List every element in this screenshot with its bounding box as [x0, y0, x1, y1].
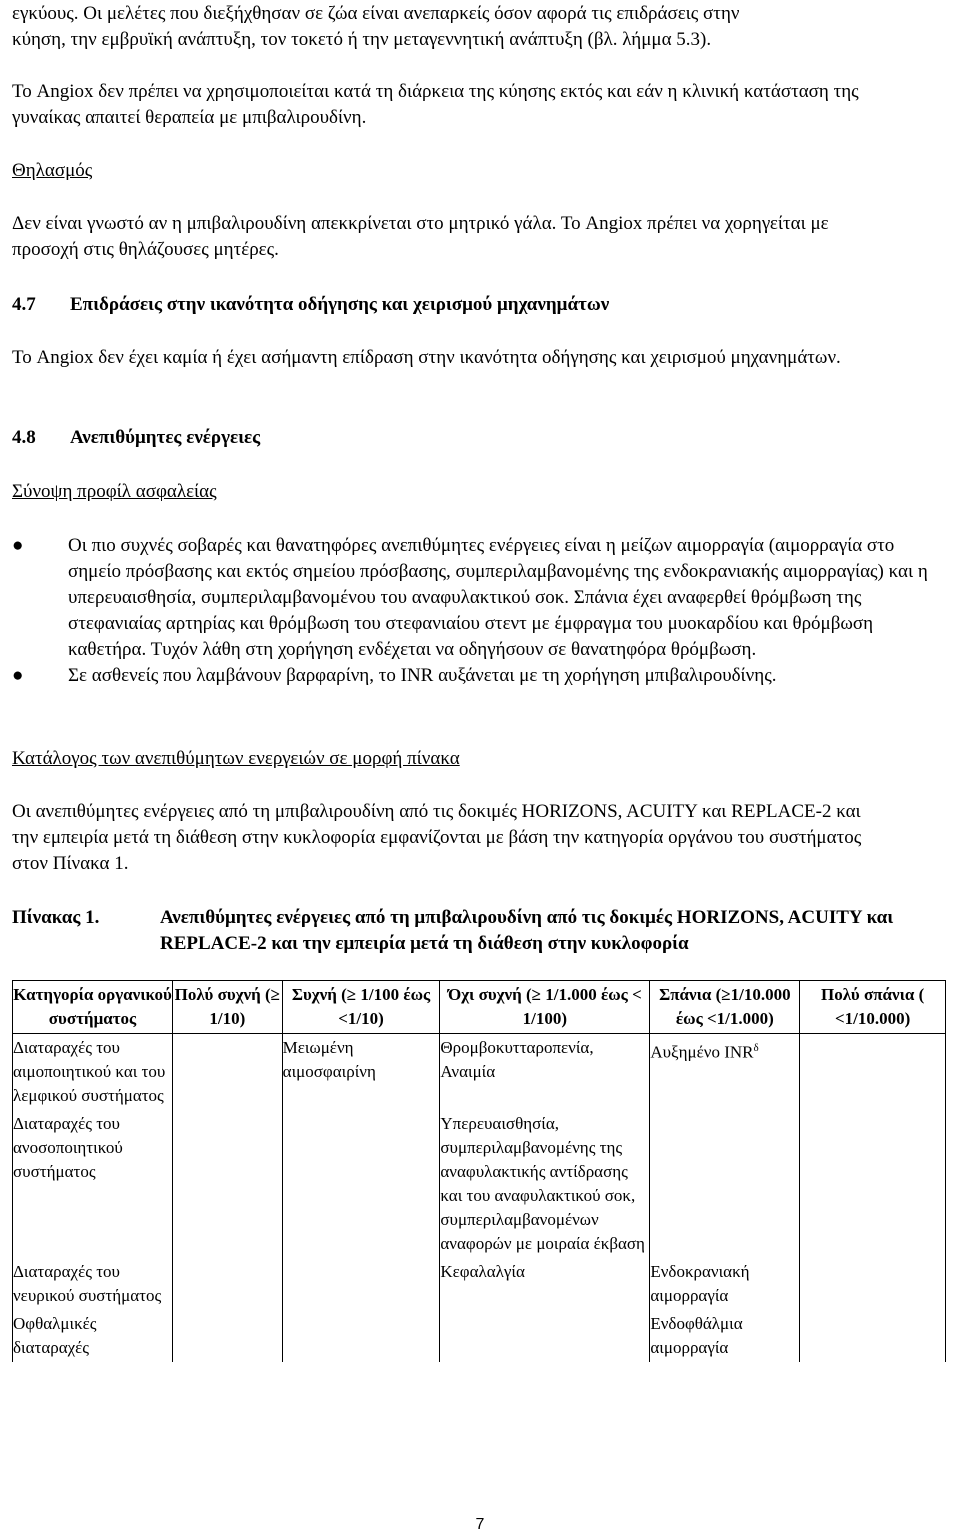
header-common: Συχνή (≥ 1/100 έως <1/10): [282, 981, 440, 1034]
table-row: [13, 1310, 946, 1362]
cell-rare: Ενδοκρανιακή αιμορραγία: [650, 1258, 800, 1310]
cell-common: [282, 1258, 440, 1310]
intro-line-1: εγκύους. Οι μελέτες που διεξήχθησαν σε ζώα είναι ανεπαρκείς όσον αφορά τις επιδράσεις στην: [12, 3, 740, 24]
tabulated-list-paragraph: Οι ανεπιθύμητες ενέργειες από τη μπιβαλιρουδίνη από τις δοκιμές HORIZONS, ACUITY και REPLACE-2 και την εμπειρία μετά τη διάθεση στην κυκλοφορία εμφανίζονται με βάση την κατηγορία οργάνου του συστήματος στον Πίνακα 1.: [12, 801, 862, 874]
adverse-reactions-table: [12, 980, 946, 1362]
cell-soc: Διαταραχές του αιμοποιητικού και του λεμφικού συστήματος: [13, 1034, 173, 1111]
cell-very-common: [173, 1310, 283, 1362]
cell-soc: Οφθαλμικές διαταραχές: [13, 1310, 173, 1362]
cell-very-rare: [800, 1034, 946, 1111]
section-4-8-number: 4.8: [12, 427, 36, 448]
bullet-dot-icon: ●: [12, 535, 24, 556]
table-caption-text: Ανεπιθύμητες ενέργειες από τη μπιβαλιρουδίνη από τις δοκιμές HORIZONS, ACUITY και REPLACE-2 και την εμπειρία μετά τη διάθεση στην κυκλοφορία: [160, 907, 894, 954]
bullet-dot-icon: ●: [12, 665, 24, 686]
cell-rare: [650, 1110, 800, 1258]
cell-very-common: [173, 1110, 283, 1258]
cell-uncommon: Κεφαλαλγία: [440, 1258, 650, 1310]
safety-bullet-list: [12, 533, 947, 689]
cell-common: [282, 1110, 440, 1258]
footnote-marker: δ: [753, 1042, 759, 1054]
cell-very-rare: [800, 1110, 946, 1258]
table-row: [13, 1034, 946, 1111]
cell-soc: Διαταραχές του νευρικού συστήματος: [13, 1258, 173, 1310]
intro-paragraph: [12, 1, 947, 53]
page-number: 7: [475, 1516, 485, 1533]
cell-very-common: [173, 1258, 283, 1310]
pregnancy-paragraph: Το Angiox δεν πρέπει να χρησιμοποιείται κατά τη διάρκεια της κύησης εκτός και εάν η κλινική κατάσταση της γυναίκας απαιτεί θεραπεία με μπιβαλιρουδίνη.: [12, 81, 859, 128]
section-4-7-heading: [12, 292, 947, 318]
cell-rare-text: Αυξημένο INR: [650, 1042, 754, 1062]
cell-uncommon: Θρομβοκυτταροπενία, Αναιμία: [440, 1034, 650, 1111]
table-row: [13, 1258, 946, 1310]
lactation-heading: Θηλασμός: [12, 160, 93, 181]
table-row: [13, 1110, 946, 1258]
cell-rare: [650, 1034, 800, 1111]
intro-line-2: κύηση, την εμβρυϊκή ανάπτυξη, τον τοκετό ή την μεταγεννητική ανάπτυξη (βλ. λήμμα 5.3).: [12, 29, 712, 50]
bullet-item: [12, 663, 947, 689]
section-4-7-title: Επιδράσεις στην ικανότητα οδήγησης και χειρισμού μηχανημάτων: [70, 294, 610, 315]
header-very-common: Πολύ συχνή (≥ 1/10): [173, 981, 283, 1034]
cell-very-rare: [800, 1310, 946, 1362]
lactation-paragraph: Δεν είναι γνωστό αν η μπιβαλιρουδίνη απεκκρίνεται στο μητρικό γάλα. Το Angiox πρέπει να χορηγείται με προσοχή στις θηλάζουσες μητέρες.: [12, 213, 829, 260]
cell-very-rare: [800, 1258, 946, 1310]
cell-very-common: [173, 1034, 283, 1111]
cell-uncommon: [440, 1310, 650, 1362]
cell-uncommon: Υπερευαισθησία, συμπεριλαμβανομένης της αναφυλακτικής αντίδρασης και του αναφυλακτικού σοκ, συμπεριλαμβανομένων αναφορών με μοιραία έκβαση: [440, 1110, 650, 1258]
section-4-8-title: Ανεπιθύμητες ενέργειες: [70, 427, 261, 448]
bullet-item: [12, 533, 947, 663]
cell-common: Μειωμένη αιμοσφαιρίνη: [282, 1034, 440, 1111]
header-soc: Κατηγορία οργανικού συστήματος: [13, 981, 173, 1034]
header-uncommon: Όχι συχνή (≥ 1/1.000 έως < 1/100): [440, 981, 650, 1034]
section-4-8-heading: [12, 425, 947, 451]
safety-profile-heading: Σύνοψη προφίλ ασφαλείας: [12, 481, 217, 502]
cell-common: [282, 1310, 440, 1362]
section-4-7-paragraph: Το Angiox δεν έχει καμία ή έχει ασήμαντη επίδραση στην ικανότητα οδήγησης και χειρισμού μηχανημάτων.: [12, 347, 841, 368]
section-4-7-number: 4.7: [12, 294, 36, 315]
cell-rare: Ενδοφθάλμια αιμορραγία: [650, 1310, 800, 1362]
bullet-text: Οι πιο συχνές σοβαρές και θανατηφόρες ανεπιθύμητες ενέργειες είναι η μείζων αιμορραγία (αιμορραγία στο σημείο πρόσβασης και εκτός σημείου πρόσβασης, συμπεριλαμβανομένης της ενδοκρανιακής αιμορραγίας) και η υπερευαισθησία, συμπεριλαμβανομένου του αναφυλακτικού σοκ. Σπάνια έχει αναφερθεί θρόμβωση της στεφανιαίας αρτηρίας και θρόμβωση του στεφανιαίου στεντ με έμφραγμα του μυοκαρδίου και θρόμβωση καθετήρα. Τυχόν λάθη στη χορήγηση ενδέχεται να οδηγήσουν σε θανατηφόρα θρόμβωση.: [68, 535, 928, 660]
tabulated-list-heading: Κατάλογος των ανεπιθύμητων ενεργειών σε μορφή πίνακα: [12, 748, 460, 769]
bullet-text: Σε ασθενείς που λαμβάνουν βαρφαρίνη, το INR αυξάνεται με τη χορήγηση μπιβαλιρουδίνης.: [68, 665, 777, 686]
header-rare: Σπάνια (≥1/10.000 έως <1/1.000): [650, 981, 800, 1034]
header-very-rare: Πολύ σπάνια ( <1/10.000): [800, 981, 946, 1034]
cell-soc: Διαταραχές του ανοσοποιητικού συστήματος: [13, 1110, 173, 1258]
table-header-row: [13, 981, 946, 1034]
table-label: Πίνακας 1.: [12, 907, 100, 928]
